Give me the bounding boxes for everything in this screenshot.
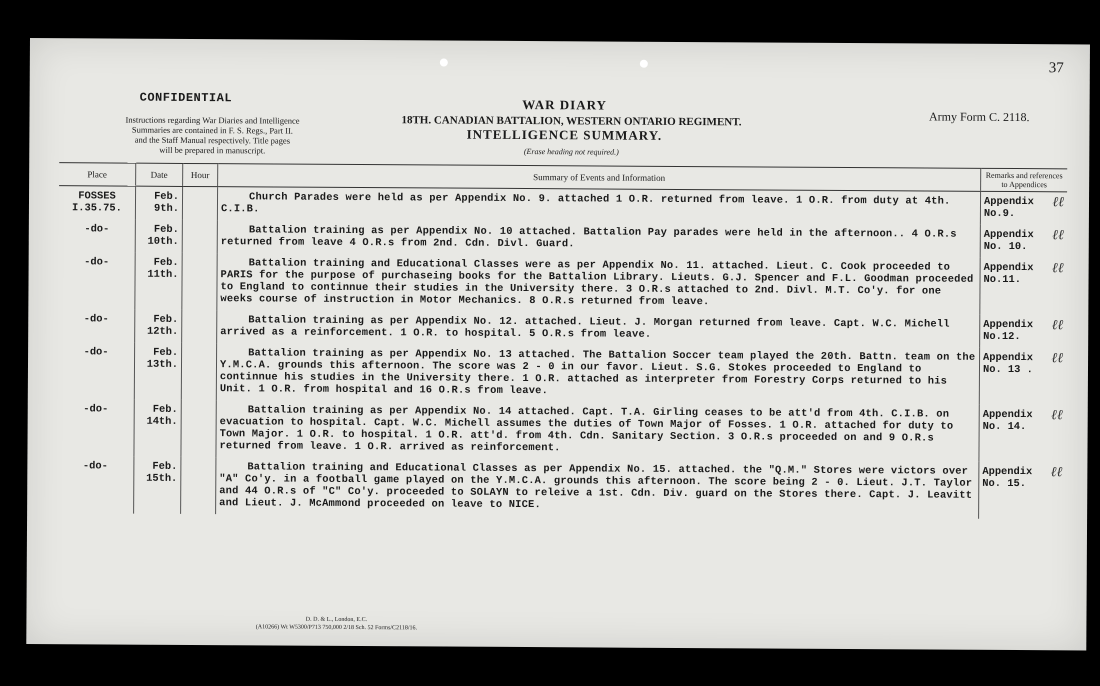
col-place: Place <box>59 163 136 186</box>
entry-hour <box>182 253 217 310</box>
initials-mark: ℓℓ <box>1051 260 1064 277</box>
diary-table <box>57 162 1067 519</box>
entry-summary: Church Parades were held as per Appendix No. 9. attached 1 O.R. returned from leave. 1 O.R. from duty at 4th. C.I.B. <box>220 191 951 216</box>
col-remarks: Remarks and references to Appendices <box>981 168 1068 192</box>
entry-remark: Appendix No. 15. <box>982 465 1033 491</box>
col-summary: Summary of Events and Information <box>218 164 981 192</box>
initials-mark: ℓℓ <box>1051 317 1064 334</box>
entry-remark: Appendix No.11. <box>983 261 1034 287</box>
entry-summary: Battalion training as per Appendix No. 10 attached. Battalion Pay parades were held in the afternoon.. 4 O.R.s returned from leave 4 O.R.s from 2nd. Cdn. Divl. Guard. <box>220 224 957 251</box>
initials-mark: ℓℓ <box>1051 350 1064 367</box>
war-diary-title: WAR DIARY <box>522 97 608 113</box>
entry-remark: Appendix No.9. <box>983 195 1034 221</box>
entry-hour <box>182 220 217 253</box>
initials-mark: ℓℓ <box>1050 407 1063 424</box>
entry-summary: Battalion training as per Appendix No. 12. attached. Lieut. J. Morgan returned from leave. Capt. W.C. Michell arrived as a reinforcement. 1 O.R. to hospital. 5 O.R.s from leave. <box>220 314 950 341</box>
entry-summary: Battalion training as per Appendix No. 13 attached. The Battalion Soccer team played the 20th. Battn. team on the Y.M.C.A. grounds this afternoon. The score was 2 - 0 in our favor. Lieut. S.G. Stokes proceeded to England to continnue his studies in the University there. 1 O.R. attached as interpreter from Forestry Corps returned to his Unit. 1 O.R. from hospital and 16 O.R.s from leave. <box>219 347 976 398</box>
diary-sheet <box>26 38 1090 650</box>
instructions-line: Summaries are contained in F. S. Regs., Part II. <box>131 124 293 136</box>
entry-place: -do- <box>82 460 108 473</box>
instructions-line: and the Staff Manual respectively. Title pages <box>134 134 291 146</box>
erase-note: (Erase heading not required.) <box>523 147 619 157</box>
footer-line: D. D. & L., London, E.C. <box>305 616 368 624</box>
confidential-label: CONFIDENTIAL <box>139 90 233 106</box>
entry-remark: Appendix No. 10. <box>983 228 1034 254</box>
entry-date: Feb. 10th. <box>135 220 182 253</box>
battalion-name: 18TH. CANADIAN BATTALION, WESTERN ONTARIO REGIMENT. <box>401 114 742 129</box>
entry-date: Feb. 15th. <box>134 457 181 514</box>
entry-hour <box>181 343 216 400</box>
table-row <box>58 252 1066 315</box>
entry-hour <box>182 310 217 343</box>
entry-place: -do- <box>84 256 110 269</box>
col-date: Date <box>136 163 183 186</box>
initials-mark: ℓℓ <box>1050 464 1063 481</box>
entry-place: FOSSES I.35.75. <box>71 190 122 215</box>
army-form-label: Army Form C. 2118. <box>928 109 1030 125</box>
entry-place: -do- <box>83 403 109 416</box>
table-row <box>58 342 1066 405</box>
entry-date: Feb. 11th. <box>135 253 182 310</box>
entry-date: Feb. 13th. <box>134 343 181 400</box>
table-row <box>57 399 1065 462</box>
entry-remark: Appendix No. 13 . <box>982 351 1033 377</box>
initials-mark: ℓℓ <box>1052 227 1064 244</box>
entry-place: -do- <box>84 223 110 236</box>
entry-summary: Battalion training and Educational Classes were as per Appendix No. 11. attached. Lieut. C. Cook proceeded to PARIS for the purpose of purchaseing books for the Battalion Library. Lieuts. G.J. Spencer and F.L. Goodman proceeded to England to continnue their studies in the University there. 3 O.R.s attached to 2nd. Divl. M.T. Co'y. for one weeks course of instruction in Motor Mechanics. 8 O.R.s returned from leave. <box>220 257 974 309</box>
entry-hour <box>181 400 216 457</box>
entry-date: Feb. 14th. <box>134 400 181 457</box>
punch-holes <box>30 38 1090 44</box>
initials-mark: ℓℓ <box>1052 194 1065 211</box>
entry-place: -do- <box>83 346 109 359</box>
entry-date: Feb. 12th. <box>135 310 182 343</box>
entry-summary: Battalion training as per Appendix No. 14 attached. Capt. T.A. Girling ceases to be att'd from 4th. C.I.B. on evacuation to hospital. Capt. W.C. Michell assumes the duties of Town Major of Fosses. 1 O.R. attached for duty to Town Major. 1 O.R. to hospital. 1 O.R. att'd. from 4th. Cdn. Sanitary Section. 3 O.R.s proceeded on and 9 O.R.s returned from leave. 1 O.R. arrived as reinforcement. <box>219 404 954 455</box>
entry-hour <box>181 457 216 514</box>
page-number: 37 <box>1048 60 1064 77</box>
instructions-line: will be prepared in manuscript. <box>159 144 266 156</box>
entry-date: Feb. 9th. <box>135 186 182 220</box>
entry-summary: Battalion training and Educational Classes as per Appendix No. 15. attached. the "Q.M." Stores were victors over "A" Co'y. in a football game played on the Y.M.C.A. grounds this afternoon. The score being 2 - 0. Lieut. J.T. Taylor and 44 O.R.s of "C" Co'y. proceeded to SOLAYN to releive a 1st. Cdn. Div. guard on the Stores there. Capt. J. Leavitt and Lieut. J. McAmmond proceeded on leave to NICE. <box>219 461 973 512</box>
entry-hour <box>182 186 217 220</box>
table-row <box>57 456 1065 519</box>
entry-remark: Appendix No.12. <box>983 318 1034 344</box>
printer-footer <box>236 615 436 632</box>
entry-remark: Appendix No. 14. <box>982 408 1033 434</box>
col-hour: Hour <box>183 163 218 186</box>
intelligence-summary-title: INTELLIGENCE SUMMARY. <box>466 126 663 143</box>
footer-line: (A10266) Wt W5300/P713 750,000 2/18 Sch. 52 Forms/C2118/16. <box>255 624 418 632</box>
instructions-line: Instructions regarding War Diaries and Intelligence <box>125 114 300 126</box>
entry-place: -do- <box>83 313 109 326</box>
